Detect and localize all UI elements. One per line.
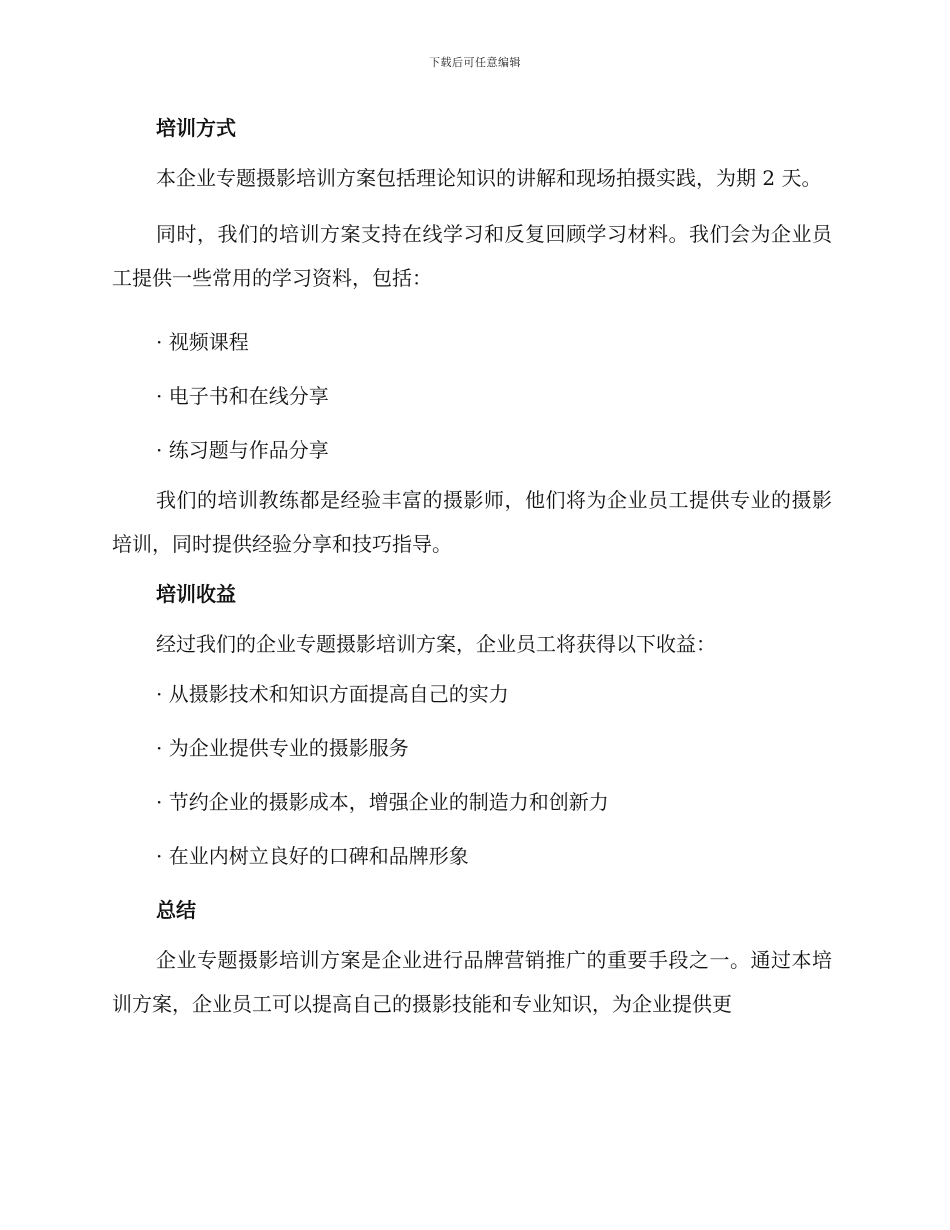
list-item: · 电子书和在线分享 bbox=[156, 384, 329, 408]
list-item: · 在业内树立良好的口碑和品牌形象 bbox=[156, 844, 469, 868]
list-item: · 从摄影技术和知识方面提高自己的实力 bbox=[156, 682, 509, 706]
list-item: · 为企业提供专业的摄影服务 bbox=[156, 736, 409, 760]
section-heading-training-method: 培训方式 bbox=[156, 116, 236, 140]
paragraph: 我们的培训教练都是经验丰富的摄影师，他们将为企业员工提供专业的摄影培训，同时提供经验分享和技巧指导。 bbox=[112, 488, 832, 556]
paragraph: 同时，我们的培训方案支持在线学习和反复回顾学习材料。我们会为企业员工提供一些常用的学习资料，包括： bbox=[112, 222, 832, 290]
document-content bbox=[112, 112, 832, 1026]
section-heading-training-benefits: 培训收益 bbox=[156, 582, 236, 606]
header-note: 下载后可任意编辑 bbox=[429, 56, 521, 69]
list-item: · 练习题与作品分享 bbox=[156, 438, 329, 462]
paragraph: 企业专题摄影培训方案是企业进行品牌营销推广的重要手段之一。通过本培训方案，企业员工可以提高自己的摄影技能和专业知识，为企业提供更 bbox=[112, 948, 832, 1016]
paragraph: 经过我们的企业专题摄影培训方案，企业员工将获得以下收益： bbox=[156, 632, 716, 656]
paragraph: 本企业专题摄影培训方案包括理论知识的讲解和现场拍摄实践，为期 2 天。 bbox=[156, 166, 822, 190]
list-item: · 视频课程 bbox=[156, 330, 249, 354]
section-heading-summary: 总结 bbox=[156, 898, 196, 922]
list-item: · 节约企业的摄影成本，增强企业的制造力和创新力 bbox=[156, 790, 609, 814]
